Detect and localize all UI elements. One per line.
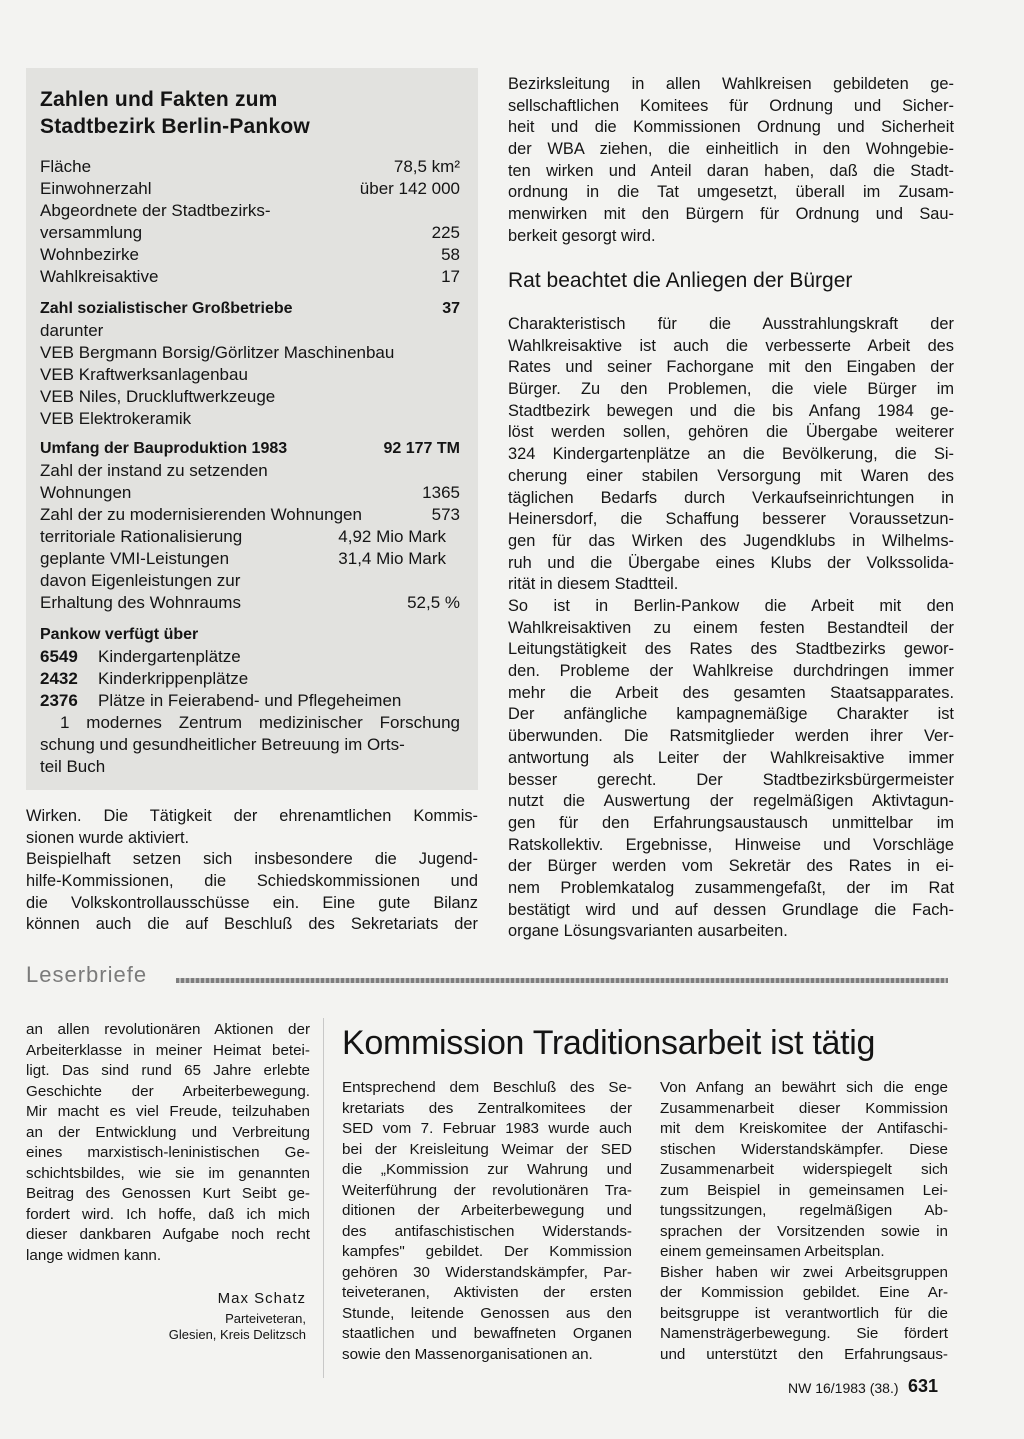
fact-row: Fläche 78,5 km² [40,157,460,176]
bau-row: Wohnungen 1365 [40,483,460,502]
rat-paragraph-1: Charakteristisch für die Ausstrahlungskraft der Wahlkreisaktive ist auch die verbesserte Arbeit des Rates und seiner Fachorgane mit den Eingaben der Bürger. Zu den Problemen, die viele Bürger im Stadtbezirk bewegen und die bis Anfang 1984 ge- löst werden sollen, gehören die Übergabe weiterer 324 Kindergartenplätze an die Bevölkerung, die Si- cherung einer stabilen Versorgung mit Waren des täglichen Bedarfs durch Verkaufseinrichtungen in Heinersdorf, die Schaffung besserer Voraussetzun- gen für das Wirken des Jugendklubs in Wilhelms- ruh und die Übergabe eines Klubs der Volkssolida- rität in diesem Stadtteil. [508,315,954,594]
fact-box-title: Zahlen und Fakten zum Stadtbezirk Berlin-Pankow [40,88,310,138]
fact-row: versammlung 225 [40,223,460,242]
pankow-last-line: schung und gesundheitlicher Betreuung im Orts- [40,735,405,754]
leserbriefe-label: Leserbriefe [26,962,148,987]
bau-row: Zahl der zu modernisierenden Wohnungen 573 [40,505,460,524]
leserbriefe-rule [176,978,948,983]
betriebe-item: VEB Elektrokeramik [40,409,192,428]
pankow-item: 6549 Kindergartenplätze [40,647,241,666]
betriebe-sub: darunter [40,321,104,340]
bau-heading: Umfang der Bauproduktion 1983 92 177 TM [40,440,460,457]
betriebe-heading: Zahl sozialistischer Großbetriebe 37 [40,300,460,317]
pankow-item: 2432 Kinderkrippenplätze [40,669,249,688]
betriebe-item: VEB Niles, Druckluftwerkzeuge [40,387,276,406]
letter-text: an allen revolutionären Aktionen der Arbeiterklasse in meiner Heimat betei- ligt. Das sind rund 65 Jahre erlebte Geschichte der Arbeiterbewegung. Mir macht es viel Freude, teilzuhaben an der Entwicklung und Verbreitung eines marxistisch-leninistischen Ge- schichtsbildes, wie sie im genannten Beitrag des Genossen Kurt Seibt ge- fordert wird. Ich hoffe, daß ich mich dieser dankbaren Aufgabe noch recht lange widmen kann. [26,1021,310,1264]
right-column-top-text: Bezirksleitung in allen Wahlkreisen gebildeten ge- sellschaftlichen Komitees für Ordnung und Sicher- heit und die Kommissionen Ordnung und Sicherheit der WBA ziehen, die einheitlich in den Wohngebie- ten wirken und Anteil daran haben, daß die Stadt- ordnung in die Tat umgesetzt, überall im Zusam- menwirken mit den Bürgern für Ordnung und Sau- berkeit gesorgt wird. [508,75,954,245]
fact-row: Wahlkreisaktive 17 [40,267,460,286]
signature-place: Glesien, Kreis Delitzsch [168,1327,306,1342]
kommission-title: Kommission Traditionsarbeit ist tätig [342,1024,876,1062]
kommission-column-2: Von Anfang an bewährt sich die enge Zusammenarbeit dieser Kommission mit dem Kreiskomitee der Antifaschi- stischen Widerstandskämpfer. Diese Zusammenarbeit widerspiegelt sich zum Beispiel in gemeinsamen Lei- tungssitzungen, regelmäßigen Ab- sprachen der Vorsitzenden sowie in einem gemeinsamen Arbeitsplan. Bisher haben wir zwei Arbeitsgruppen der Kommission gebildet. Eine Ar- beitsgruppe ist verantwortlich für die Namensträgerbewegung. Sie fördert und unterstützt den Erfahrungsaus- [660,1079,948,1363]
fact-row: Abgeordnete der Stadtbezirks- [40,201,271,220]
signature-role: Parteiveteran, [225,1311,306,1326]
left-column-text: Wirken. Die Tätigkeit der ehrenamtlichen Kommis- sionen wurde aktiviert. Beispielhaft setzen sich insbesondere die Jugend- hilfe-Kommissionen, die Schiedskommissionen und die Volkskontrollausschüsse ein. Eine gute Bilanz können auch die auf Beschluß des Sekretariats der [26,807,478,934]
kommission-column-1: Entsprechend dem Beschluß des Se- kretariats des Zentralkomitees der SED vom 7. Februar 1983 wurde auch bei der Kreisleitung Weimar der SED die „Kommission zur Wahrung und Weiterführung der revolutionären Tra- ditionen der Arbeiterbewegung und des antifaschistischen Widerstands- kampfes" gebildet. Der Kommission gehören 30 Widerstandskämpfer, Par- teiveteranen, Aktivisten der ersten Stunde, leitende Genossen aus den staatlichen und bewaffneten Organen sowie den Massenorganisationen an. [342,1079,632,1363]
bau-row: geplante VMI-Leistungen 31,4 Mio Mark [40,549,446,568]
betriebe-item: VEB Kraftwerksanlagenbau [40,365,248,384]
page-number: 631 [908,1376,939,1396]
fact-row: Wohnbezirke 58 [40,245,460,264]
rat-heading: Rat beachtet die Anliegen der Bürger [508,269,853,292]
column-divider [323,1018,324,1378]
fact-row: Einwohnerzahl über 142 000 [40,179,460,198]
bau-row: davon Eigenleistungen zur [40,571,241,590]
pankow-heading: Pankow verfügt über [40,626,199,643]
rat-paragraph-2: So ist in Berlin-Pankow die Arbeit mit den Wahlkreisaktiven zu einem festen Bestandteil der Leitungstätigkeit des Rates des Stadtbezirks gewor- den. Probleme der Wahlkreise durchdringen immer mehr die Arbeit des gesamten Staatsapparates. Der anfängliche kampagnemäßige Charakter ist überwunden. Die Ratsmitglieder werden ihrer Ver- antwortung als Leiter der Wahlkreisaktive immer besser gerecht. Der Stadtbezirksbürgermeister nutzt die Auswertung der regelmäßigen Aktivtagun- gen für den Erfahrungsaustausch unmittelbar im Ratskollektiv. Ergebnisse, Hinweise und Vorschläge der Bürger werden vom Sekretär des Rates in ei- nem Problemkatalog zusammengefaßt, der im Rat bestätigt wird und auf dessen Grundlage die Fach- organe Lösungsvarianten ausarbeiten. [508,597,954,941]
pankow-item: 2376 Plätze in Feierabend- und Pflegeheimen [40,691,402,710]
betriebe-item: VEB Bergmann Borsig/Görlitzer Maschinenbau [40,343,395,362]
issue-reference: NW 16/1983 (38.) [788,1380,899,1396]
pankow-last-line: teil Buch [40,757,106,776]
bau-row: territoriale Rationalisierung 4,92 Mio Mark [40,527,446,546]
pankow-last-line: 1 modernes Zentrum medizinischer Forschung [60,713,460,732]
bau-row: Zahl der instand zu setzenden [40,461,268,480]
bau-row: Erhaltung des Wohnraums 52,5 % [40,593,460,612]
letter-line-arbeiterklasse: Arbeiterklasse in meiner Heimat betei- [26,1041,310,1059]
signature-name: Max Schatz [217,1290,306,1307]
